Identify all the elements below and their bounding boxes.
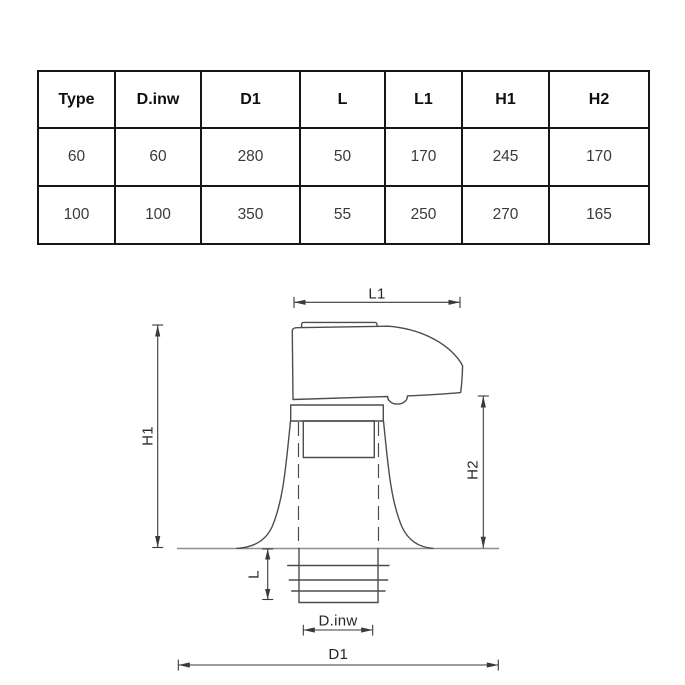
dimension-label-h2: H2 <box>464 460 482 480</box>
column-header-dinw: D.inw <box>115 71 201 128</box>
arrowhead <box>155 325 160 337</box>
arrowhead <box>294 300 306 305</box>
vent-collar <box>291 405 384 421</box>
column-header-l1: L1 <box>385 71 462 128</box>
column-header-l: L <box>300 71 385 128</box>
table-cell: 100 <box>115 186 201 244</box>
vent-flare-right <box>384 421 434 548</box>
table-cell: 245 <box>462 128 549 186</box>
table-cell: 100 <box>38 186 115 244</box>
table-cell: 170 <box>549 128 649 186</box>
dimension-label-dinw: D.inw <box>318 612 358 630</box>
column-header-h1: H1 <box>462 71 549 128</box>
table-cell: 250 <box>385 186 462 244</box>
vent-hood-outline <box>292 326 462 404</box>
arrowhead <box>361 627 373 632</box>
column-header-h2: H2 <box>549 71 649 128</box>
vent-damper-box <box>303 421 374 458</box>
arrowhead <box>481 396 486 408</box>
arrowhead <box>303 627 315 632</box>
arrowhead <box>487 662 499 667</box>
column-header-type: Type <box>38 71 115 128</box>
arrowhead <box>178 662 190 667</box>
table-cell: 350 <box>201 186 300 244</box>
table-cell: 55 <box>300 186 385 244</box>
vent-flare-left <box>237 421 291 548</box>
vent-body <box>237 322 463 602</box>
dimension-label-l: L <box>245 570 263 579</box>
dimension-label-l1: L1 <box>368 285 386 303</box>
table-cell: 270 <box>462 186 549 244</box>
table-cell: 280 <box>201 128 300 186</box>
table-cell: 165 <box>549 186 649 244</box>
arrowhead <box>265 549 270 560</box>
arrowhead <box>449 300 461 305</box>
arrowhead <box>481 537 486 549</box>
arrowhead <box>155 536 160 548</box>
dimension-label-d1: D1 <box>328 646 349 663</box>
table-cell: 170 <box>385 128 462 186</box>
arrowhead <box>265 589 270 600</box>
table-cell: 60 <box>115 128 201 186</box>
table-cell: 60 <box>38 128 115 186</box>
vent-pipe <box>288 549 389 603</box>
table-cell: 50 <box>300 128 385 186</box>
column-header-d1: D1 <box>201 71 300 128</box>
pipe-hidden-lines <box>299 422 379 548</box>
dimension-label-h1: H1 <box>139 426 157 446</box>
